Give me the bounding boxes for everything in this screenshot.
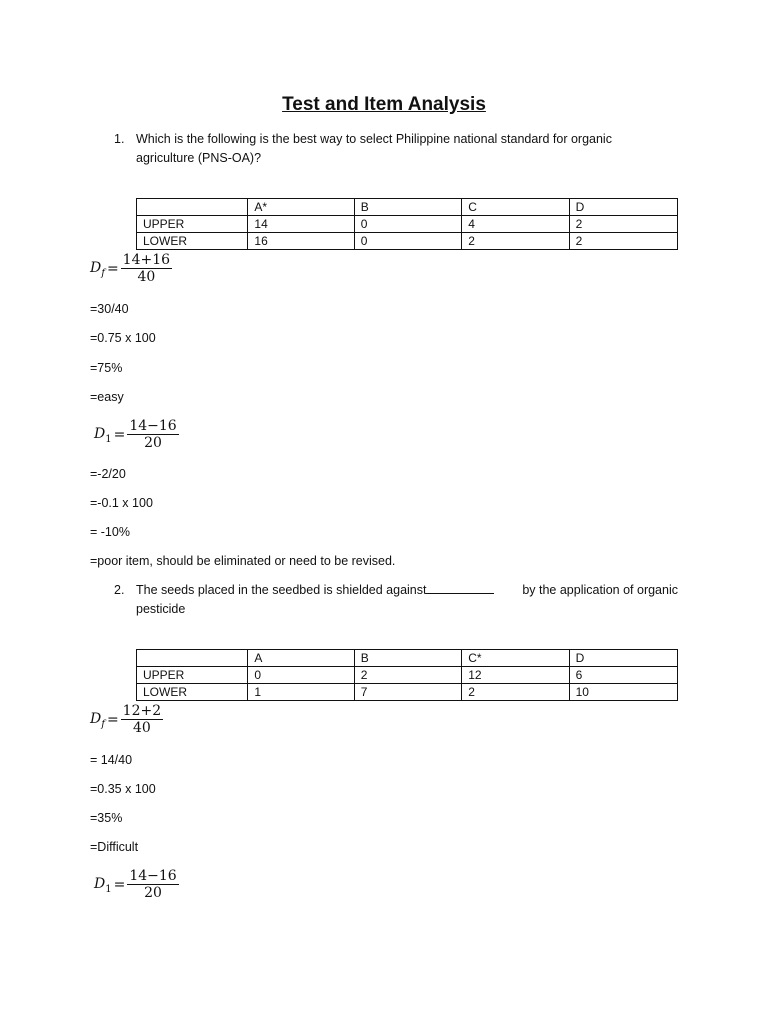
fraction-denominator: 40 bbox=[132, 720, 151, 736]
question-text-line: pesticide bbox=[136, 602, 186, 616]
item-response-table-1 bbox=[136, 198, 678, 250]
calculation-step: =Difficult bbox=[90, 840, 139, 854]
table-cell: C* bbox=[462, 650, 569, 667]
table-row bbox=[137, 233, 678, 250]
fraction-numerator: 12+2 bbox=[122, 703, 162, 719]
table-cell: 10 bbox=[569, 684, 677, 701]
table-cell: 0 bbox=[354, 233, 461, 250]
item-response-table-2 bbox=[136, 649, 678, 701]
item-verdict: =poor item, should be eliminated or need to be revised. bbox=[90, 554, 396, 568]
table-cell: 12 bbox=[462, 667, 569, 684]
table-cell: A* bbox=[248, 199, 354, 216]
table-row bbox=[137, 684, 678, 701]
table-header-row bbox=[137, 650, 678, 667]
fraction-denominator: 20 bbox=[144, 885, 162, 901]
question-text-line: Which is the following is the best way to select Philippine national standard for organic bbox=[136, 132, 612, 146]
fraction-numerator: 14+16 bbox=[122, 252, 171, 268]
table-cell bbox=[137, 650, 248, 667]
calculation-step: =35% bbox=[90, 811, 123, 825]
table-cell: 2 bbox=[569, 233, 677, 250]
table-cell: B bbox=[354, 650, 461, 667]
table-cell: C bbox=[462, 199, 569, 216]
difficulty-formula-2: $D_f$ = $\frac{12+2}{40}$ bbox=[90, 703, 162, 736]
table-cell: A bbox=[248, 650, 354, 667]
fraction-denominator: 20 bbox=[144, 435, 162, 451]
question-number: 2. bbox=[114, 583, 125, 597]
page-title: Test and Item Analysis bbox=[282, 94, 486, 115]
table-row bbox=[137, 667, 678, 684]
calculation-step: =-0.1 x 100 bbox=[90, 496, 153, 510]
table-row bbox=[137, 216, 678, 233]
table-cell: 0 bbox=[354, 216, 461, 233]
table-cell: D bbox=[569, 199, 677, 216]
question-1 bbox=[114, 130, 684, 170]
table-cell bbox=[137, 199, 248, 216]
table-cell: 6 bbox=[569, 667, 677, 684]
discrimination-formula-1: $D_1$ = $\frac{14-16}{20}$ bbox=[94, 418, 177, 451]
table-cell: UPPER bbox=[137, 216, 248, 233]
question-2 bbox=[114, 581, 684, 621]
table-cell: 2 bbox=[462, 233, 569, 250]
fraction-denominator: 40 bbox=[137, 269, 156, 285]
calculation-step: =-2/20 bbox=[90, 467, 126, 481]
table-cell: 2 bbox=[354, 667, 461, 684]
table-cell: 16 bbox=[248, 233, 354, 250]
table-cell: 2 bbox=[569, 216, 677, 233]
question-number: 1. bbox=[114, 132, 125, 146]
table-header-row bbox=[137, 199, 678, 216]
difficulty-formula-1: $D_f$ = $\frac{14+16}{40}$ bbox=[90, 252, 171, 285]
table-cell: 14 bbox=[248, 216, 354, 233]
table-cell: 2 bbox=[462, 684, 569, 701]
table-cell: 0 bbox=[248, 667, 354, 684]
table-cell: 1 bbox=[248, 684, 354, 701]
discrimination-formula-2: $D_1$ = $\frac{14-16}{20}$ bbox=[94, 868, 177, 901]
table-cell: LOWER bbox=[137, 233, 248, 250]
table-cell: 4 bbox=[462, 216, 569, 233]
calculation-step: =easy bbox=[90, 390, 124, 404]
fraction-numerator: 14−16 bbox=[129, 418, 177, 434]
table-cell: B bbox=[354, 199, 461, 216]
table-cell: 7 bbox=[354, 684, 461, 701]
calculation-step: = -10% bbox=[90, 525, 130, 539]
calculation-step: =30/40 bbox=[90, 302, 129, 316]
calculation-step: =0.75 x 100 bbox=[90, 331, 156, 345]
calculation-step: = 14/40 bbox=[90, 753, 133, 767]
table-cell: LOWER bbox=[137, 684, 248, 701]
table-cell: D bbox=[569, 650, 677, 667]
answer-blank bbox=[426, 581, 494, 594]
question-text-line: The seeds placed in the seedbed is shielded against by the application of organic bbox=[136, 583, 678, 597]
fraction-numerator: 14−16 bbox=[129, 868, 177, 884]
question-text-line: agriculture (PNS-OA)? bbox=[136, 151, 262, 165]
table-cell: UPPER bbox=[137, 667, 248, 684]
calculation-step: =75% bbox=[90, 361, 123, 375]
calculation-step: =0.35 x 100 bbox=[90, 782, 156, 796]
